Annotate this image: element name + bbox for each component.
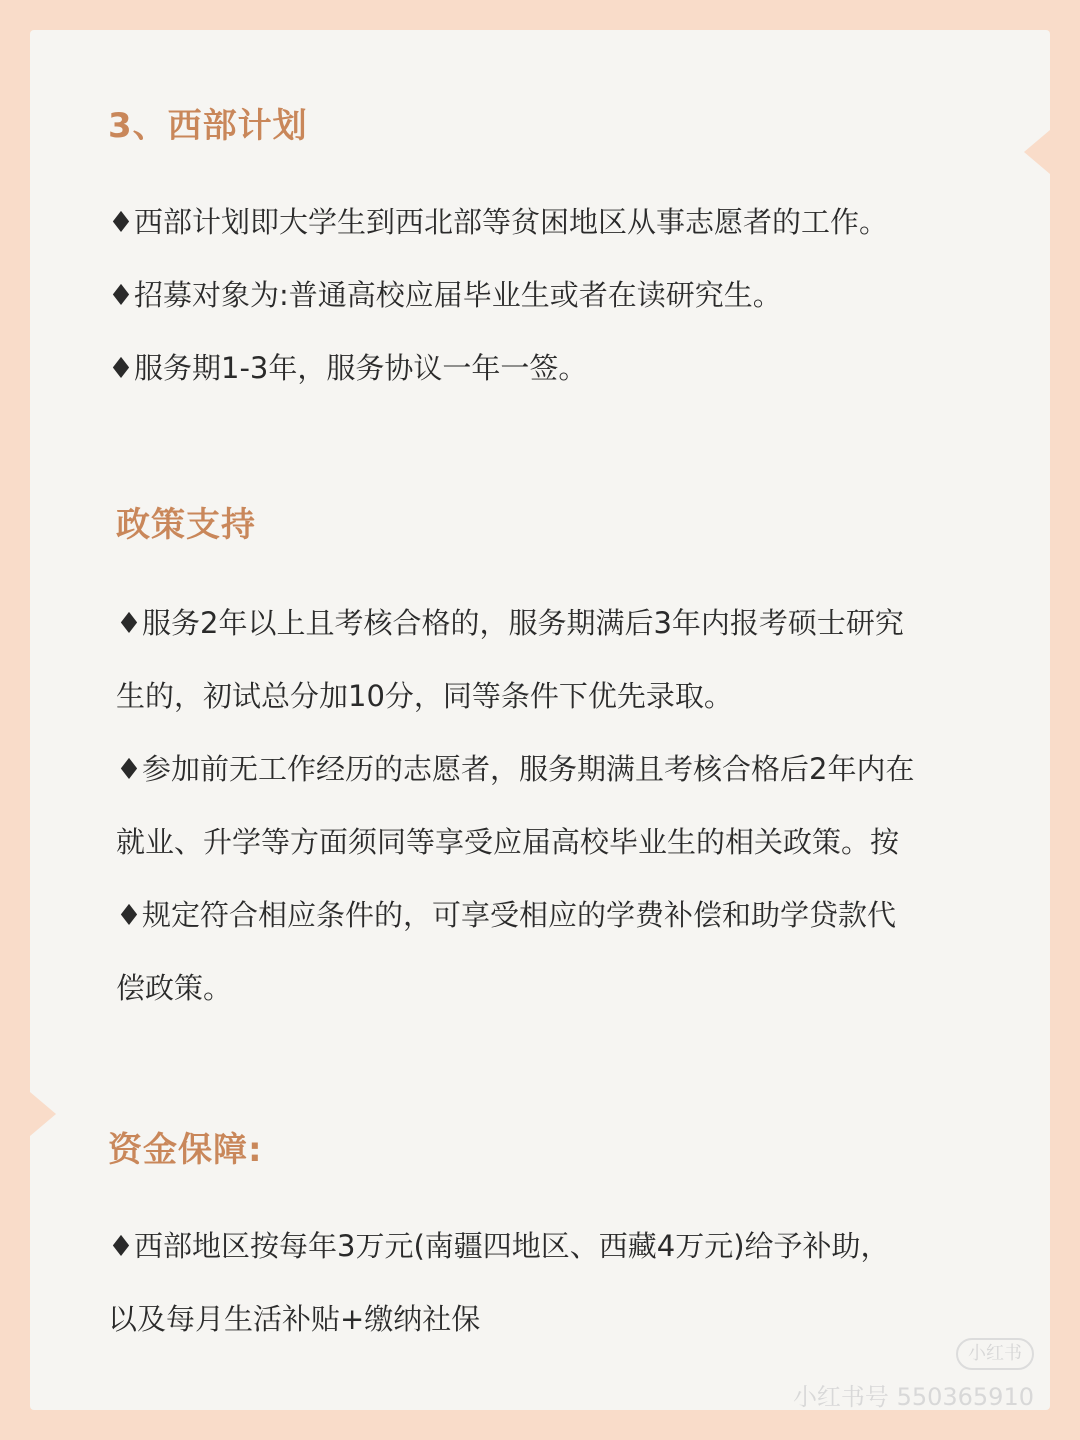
watermark [793,1336,1034,1412]
section-policy-support [116,505,986,1025]
paragraph: ♦招募对象为:普通高校应届毕业生或者在读研究生。 [108,278,782,312]
section-western-plan [108,106,978,405]
paragraph: 以及每月生活补贴+缴纳社保 [108,1302,481,1336]
paragraph-list [116,587,986,1025]
paragraph: ♦规定符合相应条件的，可享受相应的学费补偿和助学贷款代 [116,898,896,932]
paragraph-list [108,186,978,405]
section-funding [108,1130,978,1356]
paragraph: ♦服务2年以上且考核合格的，服务期满后3年内报考硕士研究 [116,606,904,640]
paragraph: ♦参加前无工作经历的志愿者，服务期满且考核合格后2年内在 [116,752,915,786]
section-title-funding: 资金保障: [108,1130,263,1170]
watermark-id: 小红书号 550365910 [792,1383,1034,1411]
section-title-policy-support: 政策支持 [116,505,256,545]
paragraph: 偿政策。 [116,971,233,1005]
section-title-western-plan: 3、西部计划 [108,106,308,146]
watermark-logo: 小红书 [956,1338,1034,1370]
card-edge-notch-left [30,1092,56,1136]
card-edge-notch-right [1024,130,1050,174]
paragraph: 就业、升学等方面须同等享受应届高校毕业生的相关政策。按 [116,825,900,859]
paragraph: 生的，初试总分加10分，同等条件下优先录取。 [116,679,733,713]
paragraph: ♦服务期1-3年，服务协议一年一签。 [108,351,588,385]
paragraph-list [108,1210,978,1356]
paragraph: ♦西部地区按每年3万元(南疆四地区、西藏4万元)给予补助， [108,1229,890,1263]
paragraph: ♦西部计划即大学生到西北部等贫困地区从事志愿者的工作。 [108,205,888,239]
